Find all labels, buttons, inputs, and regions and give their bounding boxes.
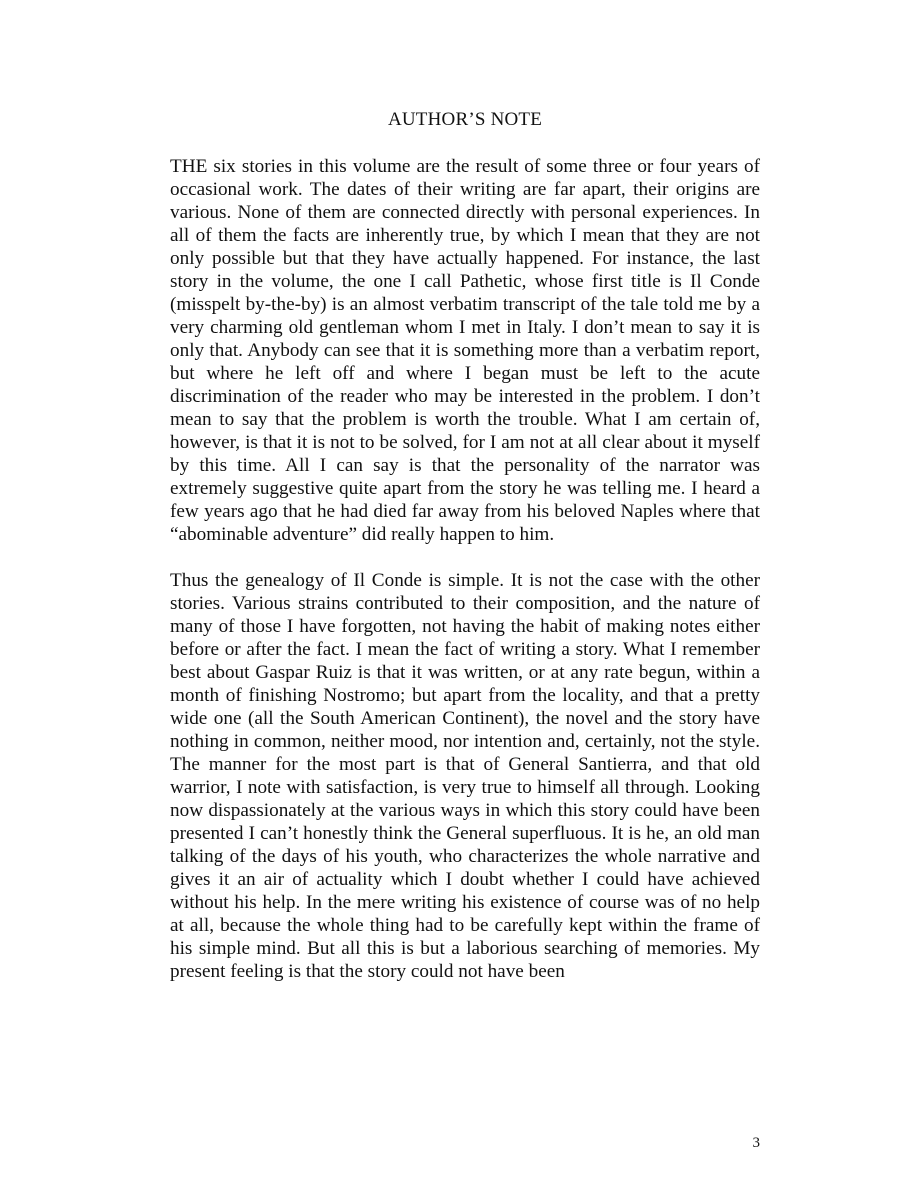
page-number: 3 [752,1135,760,1151]
paragraph-1: THE six stories in this volume are the result of some three or four years of occasional work. The dates of their writing are far apart, their origins are various. None of them are connected directly with personal experiences. In all of them the facts are inherently true, by which I mean that they are not only possible but that they have actually happened. For instance, the last story in the volume, the one I call Pathetic, whose first title is Il Conde (misspelt by-the-by) is an almost verbatim transcript of the tale told me by a very charming old gentleman whom I met in Italy. I don’t mean to say it is only that. Anybody can see that it is something more than a verbatim report, but where he left off and where I began must be left to the acute discrimination of the reader who may be interested in the problem. I don’t mean to say that the problem is worth the trouble. What I am certain of, however, is that it is not to be solved, for I am not at all clear about it myself by this time. All I can say is that the personality of the narrator was extremely suggestive quite apart from the story he was telling me. I heard a few years ago that he had died far away from his beloved Naples where that “abominable adventure” did really happen to him. [170,156,760,545]
page-title: AUTHOR’S NOTE [387,109,543,130]
paragraph-2: Thus the genealogy of Il Conde is simple. It is not the case with the other stories. Various strains contributed to their composition, and the nature of many of those I have forgotten, not having the habit of making notes either before or after the fact. I mean the fact of writing a story. What I remember best about Gaspar Ruiz is that it was written, or at any rate begun, within a month of finishing Nostromo; but apart from the locality, and that a pretty wide one (all the South American Continent), the novel and the story have nothing in common, neither mood, nor intention and, certainly, not the style. The manner for the most part is that of General Santierra, and that old warrior, I note with satisfaction, is very true to himself all through. Looking now dispassionately at the various ways in which this story could have been presented I can’t honestly think the General superfluous. It is he, an old man talking of the days of his youth, who characterizes the whole narrative and gives it an air of actuality which I doubt whether I could have achieved without his help. In the mere writing his existence of course was of no help at all, because the whole thing had to be carefully kept within the frame of his simple mind. But all this is but a laborious searching of memories. My present feeling is that the story could not have been [170,570,760,982]
body-text [170,155,760,983]
